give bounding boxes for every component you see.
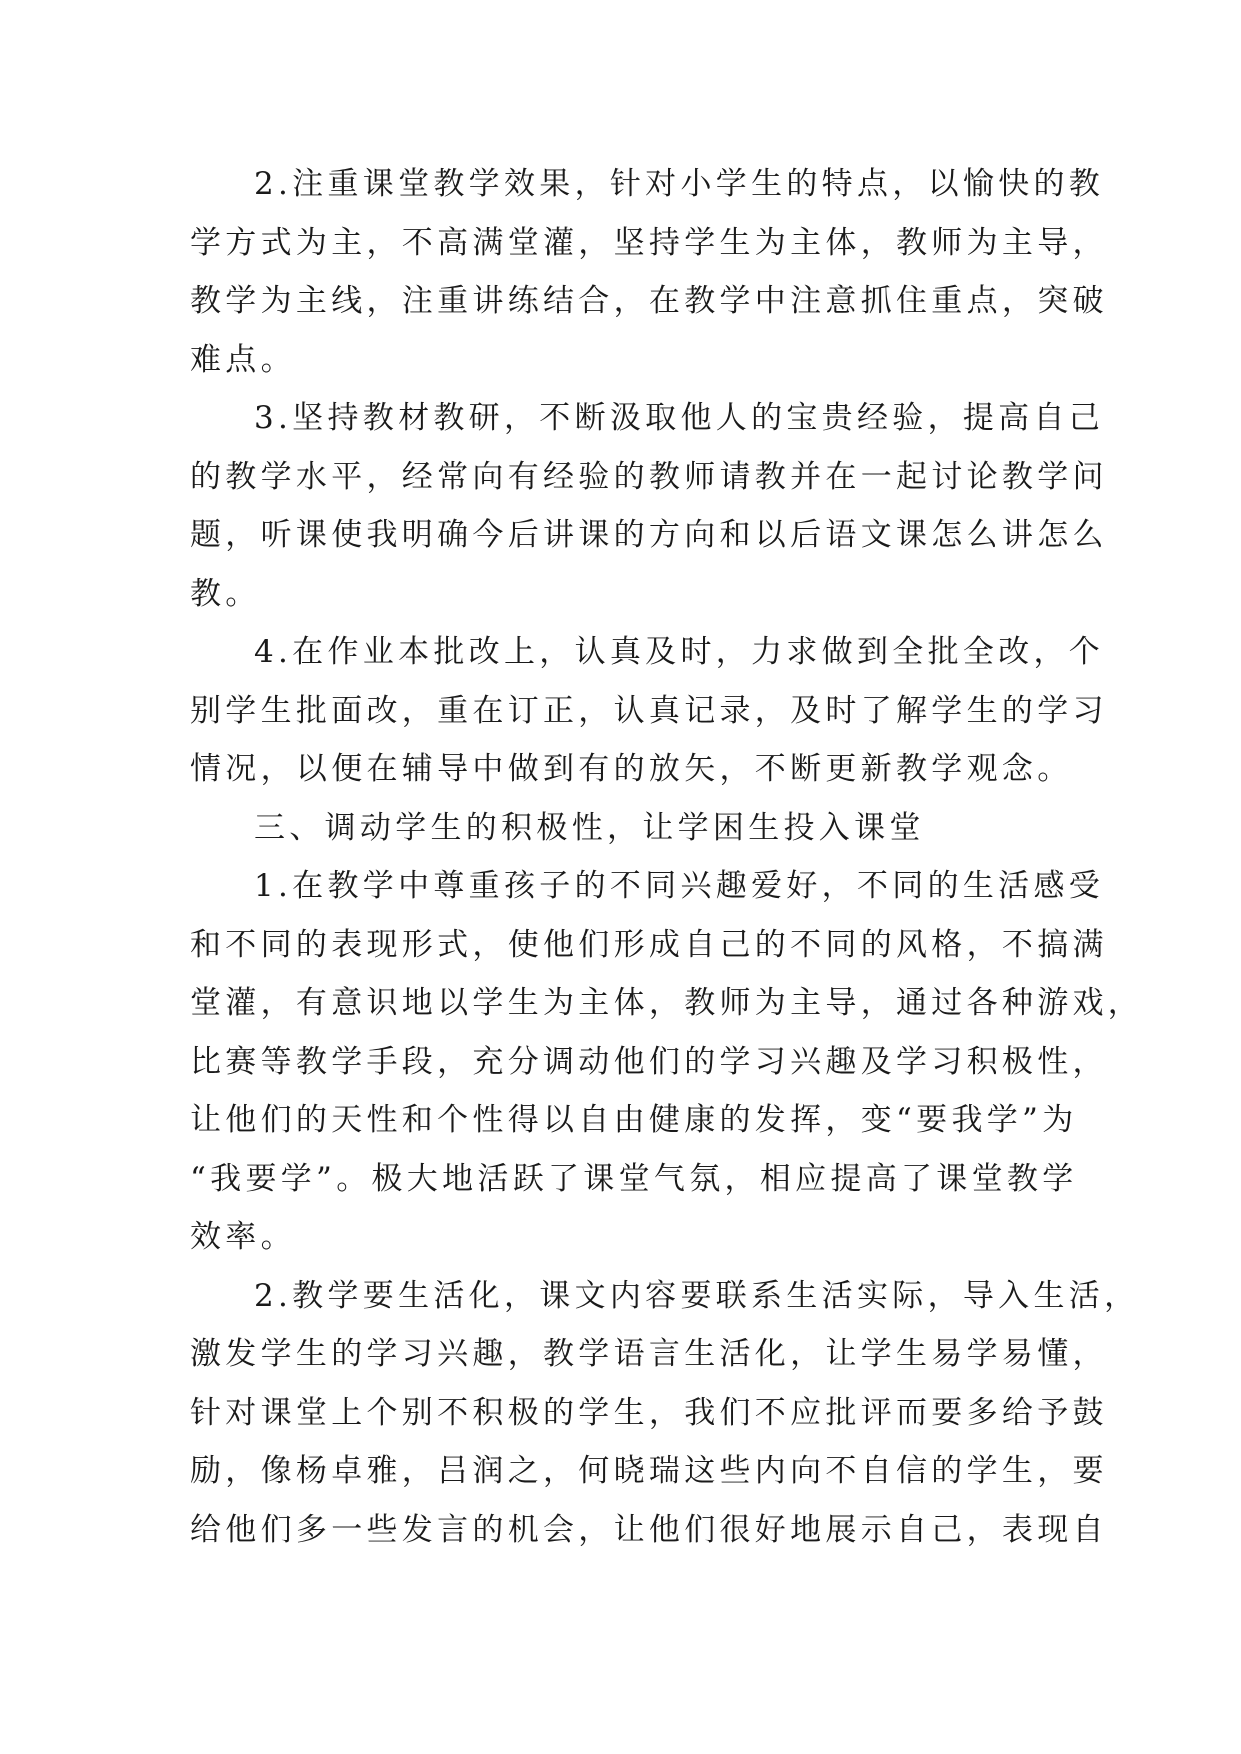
text-line: 激发学生的学习兴趣，教学语言生活化，让学生易学易懂， [190,1336,1108,1372]
body-text [190,155,1144,1559]
text-line: 和不同的表现形式，使他们形成自己的不同的风格，不搞满 [190,926,1108,963]
text-line: 针对课堂上个别不积极的学生，我们不应批评而要多给予鼓 [190,1394,1108,1431]
text-line: 比赛等教学手段，充分调动他们的学习兴趣及学习积极性， [190,1043,1108,1080]
text-line: 情况，以便在辅导中做到有的放矢，不断更新教学观念。 [190,751,1073,787]
text-line: 1.在教学中尊重孩子的不同兴趣爱好，不同的生活感受 [254,868,1105,904]
text-line: “我要学”。极大地活跃了课堂气氛，相应提高了课堂教学 [190,1160,1078,1197]
text-line: 堂灌，有意识地以学生为主体，教师为主导，通过各种游戏， [190,985,1144,1021]
text-line: 难点。 [190,341,296,378]
text-line: 的教学水平，经常向有经验的教师请教并在一起讨论教学问 [190,458,1108,495]
text-line: 让他们的天性和个性得以自由健康的发挥，变“要我学”为 [190,1102,1078,1138]
text-line: 励，像杨卓雅，吕润之，何晓瑞这些内向不自信的学生，要 [190,1453,1108,1489]
text-line: 给他们多一些发言的机会，让他们很好地展示自己，表现自 [190,1511,1108,1548]
text-line: 3.坚持教材教研，不断汲取他人的宝贵经验，提高自己 [254,400,1105,436]
text-line: 教学为主线，注重讲练结合，在教学中注意抓住重点，突破 [190,283,1108,319]
text-line: 学方式为主，不高满堂灌，坚持学生为主体，教师为主导， [190,224,1108,261]
text-line: 教。 [190,575,261,612]
text-line: 题，听课使我明确今后讲课的方向和以后语文课怎么讲怎么 [190,517,1108,553]
text-line: 4.在作业本批改上，认真及时，力求做到全批全改，个 [254,634,1105,670]
text-line: 2.注重课堂教学效果，针对小学生的特点，以愉快的教 [254,166,1105,202]
text-line: 别学生批面改，重在订正，认真记录，及时了解学生的学习 [190,692,1108,729]
text-line: 效率。 [190,1219,296,1255]
text-line: 2.教学要生活化，课文内容要联系生活实际，导入生活， [254,1277,1140,1314]
text-line: 三、调动学生的积极性，让学困生投入课堂 [254,809,925,846]
